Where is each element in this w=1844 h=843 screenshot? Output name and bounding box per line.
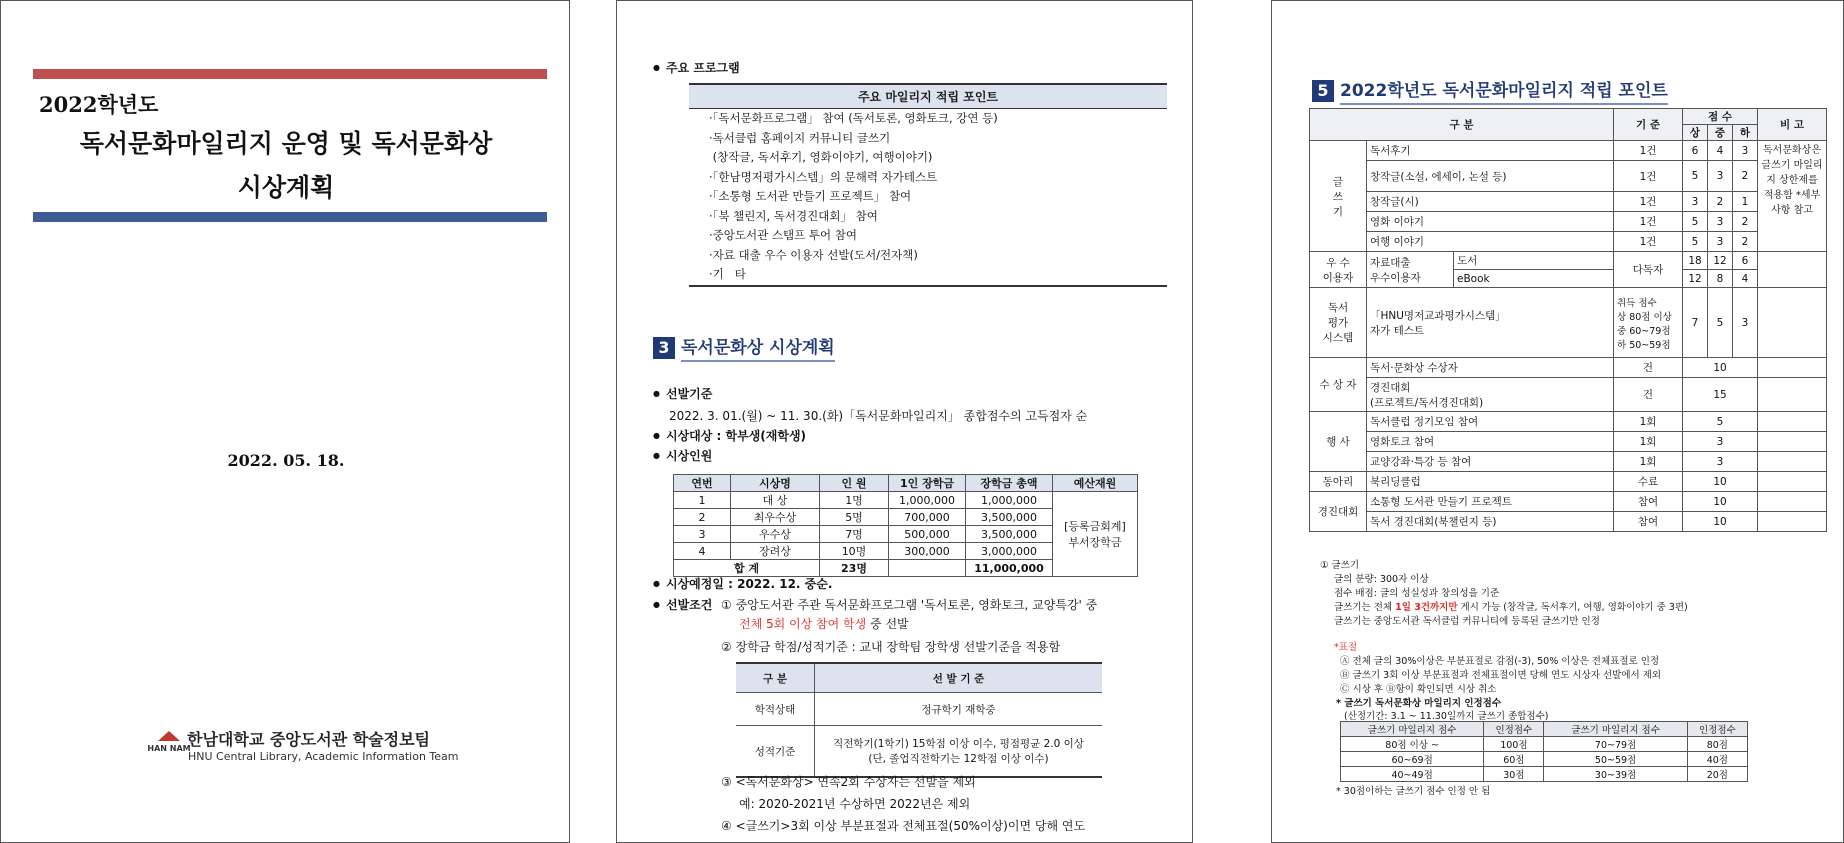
cell: 5명 — [820, 509, 889, 526]
cell: 창작글(시) — [1367, 192, 1614, 212]
section-title: 독서문화상 시상계획 — [681, 338, 835, 362]
cell: 5 — [1683, 412, 1758, 432]
note-part: 게시 가능 (창작글, 독서후기, 여행, 영화이야기 중 3편) — [1457, 602, 1688, 613]
condition-1-highlight: 전체 5회 이상 참여 학생 — [739, 617, 867, 631]
cell: 10 — [1683, 472, 1758, 492]
cell: 3,500,000 — [966, 509, 1053, 526]
award-col-header: 1인 장학금 — [889, 475, 966, 492]
programs-heading: ● 주요 프로그램 — [653, 59, 740, 76]
points-table — [1309, 108, 1827, 532]
cell: 2 — [1733, 161, 1758, 192]
cell: 우수상 — [731, 526, 820, 543]
cell: 80점 이상 ~ — [1341, 737, 1484, 752]
crit-col-header: 구 분 — [736, 663, 815, 693]
cell: eBook — [1454, 270, 1614, 288]
cell: 3 — [674, 526, 731, 543]
cell: 교양강좌·특강 등 참여 — [1367, 452, 1614, 472]
cell: 4 — [1733, 270, 1758, 288]
program-item: ·독서클럽 홈페이지 커뮤니티 글쓰기 — [709, 130, 891, 145]
cell: 3 — [1733, 288, 1758, 358]
program-item: ·「독서문화프로그램」 참여 (독서토론, 영화토크, 강연 등) — [709, 111, 998, 125]
mini-col-header: 글쓰기 마일리지 점수 — [1341, 722, 1484, 737]
target-text: ● 시상대상 : 학부생(재학생) — [653, 427, 806, 444]
group-award: 수 상 자 — [1310, 358, 1367, 412]
award-col-header: 인 원 — [820, 475, 889, 492]
cell: 2 — [1708, 192, 1733, 212]
plan-page — [616, 0, 1193, 843]
cell: 3,500,000 — [966, 526, 1053, 543]
table-row — [1310, 161, 1827, 192]
eval-label: 「HNU명저교과평가시스템」 자가 테스트 — [1367, 288, 1614, 358]
cell: 70~79점 — [1544, 737, 1687, 752]
cell: 100점 — [1484, 737, 1544, 752]
criteria-label: ● 선발기준 — [653, 385, 712, 402]
table-row — [1341, 737, 1748, 752]
cell: 도서 — [1454, 252, 1614, 270]
group-event: 행 사 — [1310, 412, 1367, 472]
plagiarism-title: *표절 — [1334, 642, 1358, 653]
budget-cell — [1053, 492, 1138, 577]
crit-line1: 직전학기(1학기) 15학점 이상 이수, 평점평균 2.0 이상 — [833, 738, 1084, 750]
cell: 영화 이야기 — [1367, 212, 1614, 232]
cell: 4 — [1708, 141, 1733, 161]
total-count: 23명 — [820, 560, 889, 577]
cell: 3 — [1708, 232, 1733, 252]
section-number: 3 — [653, 337, 675, 359]
cell: 700,000 — [889, 509, 966, 526]
cell: 30~39점 — [1544, 767, 1687, 782]
cell: 2 — [1733, 232, 1758, 252]
cell: 북리딩클럽 — [1367, 472, 1614, 492]
total-amount: 11,000,000 — [966, 560, 1053, 577]
group-club: 동아리 — [1310, 472, 1367, 492]
logo-korean: 한남대학교 중앙도서관 학술정보팀 — [187, 730, 430, 749]
cell: 대 상 — [731, 492, 820, 509]
cell: 장려상 — [731, 543, 820, 560]
cell: 경진대회 (프로젝트/독서경진대회) — [1367, 378, 1614, 412]
cell: 5 — [1683, 161, 1708, 192]
program-item: ·자료 대출 우수 이용자 선발(도서/전자책) — [709, 247, 918, 262]
cell: 10명 — [820, 543, 889, 560]
cell: 1건 — [1614, 192, 1683, 212]
program-item: ·중앙도서관 스탬프 투어 참여 — [709, 228, 857, 242]
mini-col-header: 인정점수 — [1484, 722, 1544, 737]
cell: 18 — [1683, 252, 1708, 270]
cell: 10 — [1683, 358, 1758, 378]
note-line: 글쓰기는 중앙도서관 독서클럽 커뮤니티에 등록된 글쓰기만 인정 — [1334, 616, 1600, 627]
note-line: Ⓑ 글쓰기 3회 이상 부분표절과 전체표절이면 당해 연도 시상자 선발에서 제외 — [1340, 670, 1662, 681]
cell: 3,000,000 — [966, 543, 1053, 560]
table-row — [1310, 141, 1827, 161]
cell: 여행 이야기 — [1367, 232, 1614, 252]
count-label: ● 시상인원 — [653, 447, 712, 464]
condition-2: ② 장학금 학점/성적기준 : 교내 장학팀 장학생 선발기준을 적용함 — [721, 640, 1061, 654]
cell: 500,000 — [889, 526, 966, 543]
award-col-header: 예산재원 — [1053, 475, 1138, 492]
note-line: ① 글쓰기 — [1320, 560, 1360, 571]
condition-3-example: 예: 2020-2021년 수상하면 2022년은 제외 — [739, 797, 971, 811]
cell: 1건 — [1614, 232, 1683, 252]
cell: 5 — [1683, 212, 1708, 232]
cover-date: 2022. 05. 18. — [227, 451, 345, 470]
writing-score-table — [1340, 721, 1748, 782]
logo-mark-text: HAN NAM — [147, 744, 191, 753]
table-row — [1341, 767, 1748, 782]
table-row — [1310, 378, 1827, 412]
cell: 수료 — [1614, 472, 1683, 492]
table-row — [674, 492, 1138, 509]
schedule-text: ● 시상예정일 : 2022. 12. 중순. — [653, 575, 832, 592]
table-row — [1310, 472, 1827, 492]
note-highlight: 1일 3건까지만 — [1395, 602, 1458, 613]
cell: 3 — [1683, 452, 1758, 472]
cell: 10 — [1683, 492, 1758, 512]
table-row — [1310, 232, 1827, 252]
cell: 정규학기 재학중 — [815, 693, 1103, 726]
table-row — [1310, 358, 1827, 378]
cell: 최우수상 — [731, 509, 820, 526]
note-part: 글쓰기는 전체 — [1334, 602, 1396, 613]
top-red-bar — [33, 69, 547, 79]
cell: 1회 — [1614, 412, 1683, 432]
mini-col-header: 글쓰기 마일리지 점수 — [1544, 722, 1687, 737]
group-writing: 글 쓰 기 — [1310, 141, 1367, 252]
note-line: (산정기간: 3.1 ~ 11.30일까지 글쓰기 종합점수) — [1344, 711, 1549, 722]
program-item: (창작글, 독서후기, 영화이야기, 여행이야기) — [709, 150, 933, 164]
table-row — [1310, 288, 1827, 358]
note-footer: * 30점이하는 글쓰기 점수 인정 안 됨 — [1336, 786, 1491, 797]
loan-label: 자료대출 우수이용자 — [1367, 252, 1454, 288]
cell: 학적상태 — [736, 693, 815, 726]
col-score: 점 수 — [1683, 109, 1758, 125]
table-row — [736, 726, 1102, 778]
crit-col-header: 선 발 기 준 — [815, 663, 1103, 693]
cell: 독서클럽 정기모임 참여 — [1367, 412, 1614, 432]
cell: 1회 — [1614, 452, 1683, 472]
cell: 300,000 — [889, 543, 966, 560]
cell: 1 — [1733, 192, 1758, 212]
section-5-heading — [1312, 76, 1668, 102]
cell: 1,000,000 — [966, 492, 1053, 509]
eval-basis: 취득 점수 상 80점 이상 중 60~79점 하 50~59점 — [1614, 288, 1683, 358]
budget-line1: [등록금회계] — [1064, 520, 1126, 533]
cell: 3 — [1683, 432, 1758, 452]
col-high: 상 — [1683, 125, 1708, 141]
table-row — [1310, 252, 1827, 270]
cell: 3 — [1708, 212, 1733, 232]
programs-table — [689, 83, 1167, 287]
table-row — [1310, 492, 1827, 512]
cell: 3 — [1708, 161, 1733, 192]
cell: 40~49점 — [1341, 767, 1484, 782]
note-line — [1334, 599, 1688, 613]
cell: 12 — [1708, 252, 1733, 270]
section-title: 2022학년도 독서문화마일리지 적립 포인트 — [1340, 81, 1668, 105]
points-page — [1271, 0, 1844, 843]
criteria-text: 2022. 3. 01.(월) ~ 11. 30.(화)「독서문화마일리지」 종합점수의 고득점자 순 — [669, 409, 1088, 423]
cell: 1명 — [820, 492, 889, 509]
cell: 1건 — [1614, 212, 1683, 232]
note-line: 글의 분량: 300자 이상 — [1334, 574, 1429, 585]
cell: 1 — [674, 492, 731, 509]
cell: 7명 — [820, 526, 889, 543]
cell: 10 — [1683, 512, 1758, 532]
cell: 30점 — [1484, 767, 1544, 782]
cell: 참여 — [1614, 492, 1683, 512]
cell: 40점 — [1687, 752, 1747, 767]
award-table — [673, 474, 1138, 577]
programs-table-header: 주요 마일리지 적립 포인트 — [689, 85, 1167, 109]
note-line: 점수 배점: 글의 성실성과 창의성을 기준 — [1334, 588, 1500, 599]
table-row — [1341, 752, 1748, 767]
program-item: ·「북 챌린지, 독서경진대회」 참여 — [709, 208, 878, 223]
cell: 창작글(소설, 에세이, 논설 등) — [1367, 161, 1614, 192]
note-line: * 글쓰기 독서문화상 마일리지 인정점수 — [1336, 698, 1502, 709]
cover-year: 2022학년도 — [39, 92, 159, 117]
cell: 성적기준 — [736, 726, 815, 778]
cell: 1건 — [1614, 161, 1683, 192]
award-col-header: 장학금 총액 — [966, 475, 1053, 492]
cell: 6 — [1733, 252, 1758, 270]
total-label: 합 계 — [674, 560, 820, 577]
program-item: ·「한남명저평가시스템」의 문해력 자가테스트 — [709, 169, 938, 184]
cell: 독서후기 — [1367, 141, 1614, 161]
condition-1-tail: 중 선발 — [866, 617, 909, 631]
cell: 건 — [1614, 378, 1683, 412]
cell: 50~59점 — [1544, 752, 1687, 767]
table-row — [1310, 512, 1827, 532]
note-line: Ⓒ 시상 후 Ⓑ항이 확인되면 시상 취소 — [1340, 684, 1497, 695]
mini-col-header: 인정점수 — [1687, 722, 1747, 737]
cell: 12 — [1683, 270, 1708, 288]
group-eval: 독서 평가 시스템 — [1310, 288, 1367, 358]
table-row — [1310, 452, 1827, 472]
cell: 독서·문화상 수상자 — [1367, 358, 1614, 378]
cover-title-line1: 독서문화마일리지 운영 및 독서문화상 — [79, 129, 493, 158]
cell: 7 — [1683, 288, 1708, 358]
note-line: Ⓐ 전체 글의 30%이상은 부분표절로 감점(-3), 50% 이상은 전체표절로 인정 — [1340, 656, 1660, 667]
condition-1: ① 중앙도서관 주관 독서문화프로그램 '독서토론, 영화토크, 교양특강' 중 — [721, 598, 1098, 612]
cell: 4 — [674, 543, 731, 560]
table-row — [1310, 412, 1827, 432]
cell: 20점 — [1687, 767, 1747, 782]
cell: 6 — [1683, 141, 1708, 161]
criteria-table — [736, 662, 1102, 778]
cell: 60점 — [1484, 752, 1544, 767]
cell: 참여 — [1614, 512, 1683, 532]
col-mid: 중 — [1708, 125, 1733, 141]
cell: 1건 — [1614, 141, 1683, 161]
condition-4: ④ <글쓰기>3회 이상 부분표절과 전체표절(50%이상)이면 당해 연도 — [721, 819, 1086, 833]
cell: 5 — [1708, 288, 1733, 358]
cell: 8 — [1708, 270, 1733, 288]
cell: 1,000,000 — [889, 492, 966, 509]
section-number: 5 — [1312, 80, 1334, 102]
hannam-logo-icon — [147, 729, 191, 763]
cell: 3 — [1733, 141, 1758, 161]
cell: 영화토크 참여 — [1367, 432, 1614, 452]
condition-3: ③ <독서문화상> 연속2회 수상자는 선발을 제외 — [721, 775, 976, 789]
cell: 1회 — [1614, 432, 1683, 452]
table-row — [1310, 192, 1827, 212]
cell: 60~69점 — [1341, 752, 1484, 767]
program-item: ·기 타 — [709, 267, 746, 281]
cell: 건 — [1614, 358, 1683, 378]
condition-1-cont — [739, 615, 909, 632]
cell — [815, 726, 1103, 778]
col-category: 구 분 — [1310, 109, 1614, 141]
loan-basis: 다독자 — [1614, 252, 1683, 288]
logo-english: HNU Central Library, Academic Information Team — [188, 750, 459, 763]
table-row — [1310, 212, 1827, 232]
writing-note: 독서문화상은 글쓰기 마일리지 상한제를 적용함 *세부사항 참고 — [1758, 141, 1827, 252]
award-col-header: 시상명 — [731, 475, 820, 492]
bottom-blue-bar — [33, 212, 547, 222]
cover-page — [0, 0, 570, 843]
col-low: 하 — [1733, 125, 1758, 141]
cell: 80점 — [1687, 737, 1747, 752]
col-note: 비 고 — [1758, 109, 1827, 141]
conditions-label: ● 선발조건 — [653, 596, 712, 613]
crit-line2: (단, 졸업직전학기는 12학점 이상 이수) — [868, 753, 1049, 765]
table-row — [736, 693, 1102, 726]
program-item: ·「소통형 도서관 만들기 프로젝트」 참여 — [709, 189, 912, 203]
award-col-header: 연번 — [674, 475, 731, 492]
group-contest: 경진대회 — [1310, 492, 1367, 532]
col-basis: 기 준 — [1614, 109, 1683, 141]
section-3-heading — [653, 333, 835, 359]
cell: 15 — [1683, 378, 1758, 412]
group-excellent: 우 수 이용자 — [1310, 252, 1367, 288]
cell: 2 — [1733, 212, 1758, 232]
budget-line2: 부서장학금 — [1068, 536, 1122, 549]
cell: 독서 경진대회(북챌린지 등) — [1367, 512, 1614, 532]
cell: 소통형 도서관 만들기 프로젝트 — [1367, 492, 1614, 512]
cell: 2 — [674, 509, 731, 526]
cover-title-line2: 시상계획 — [237, 173, 335, 202]
cell: 5 — [1683, 232, 1708, 252]
table-row — [1310, 432, 1827, 452]
cell: 3 — [1683, 192, 1708, 212]
